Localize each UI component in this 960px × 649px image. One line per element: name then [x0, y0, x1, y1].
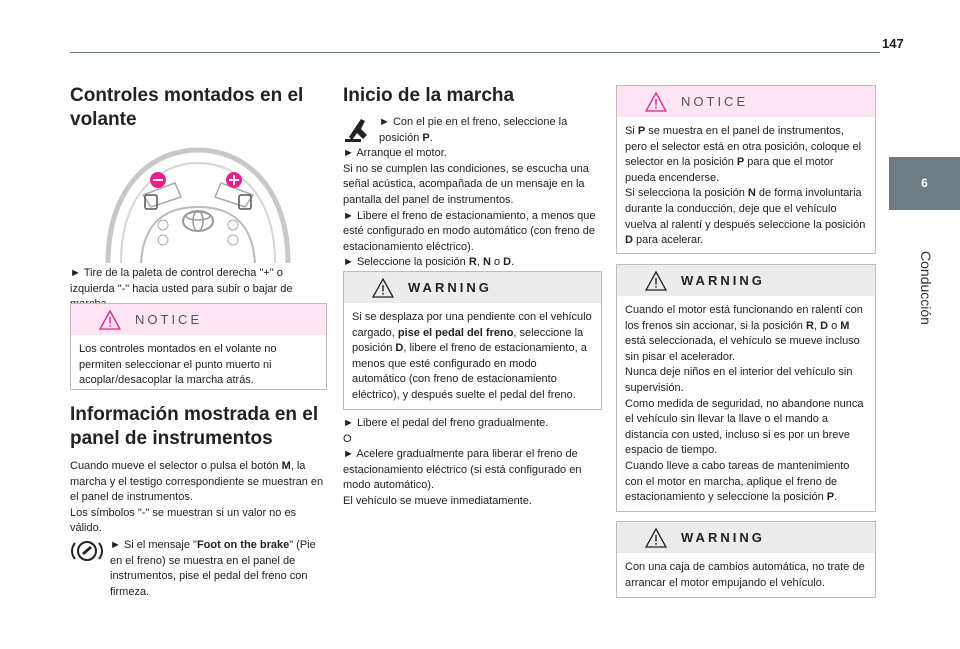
- steering-wheel-illustration: [103, 145, 293, 263]
- notice-box-selector: [616, 85, 876, 254]
- paddle-instruction: ► Tire de la paleta de control derecha "+" o izquierda "-" hacia usted para subir o bajar de: [70, 267, 293, 295]
- start-step-5: ► Seleccione la posición R, N o D.: [343, 256, 515, 269]
- start-step-6: ► Libere el pedal del freno gradualmente.: [343, 417, 549, 429]
- section-heading-start: Inicio de la marcha: [343, 85, 515, 106]
- warning-triangle-icon: [645, 271, 667, 291]
- warning-idle-text-2: Nunca deje niños en el interior del vehículo sin supervisión.: [625, 366, 853, 394]
- warning-box-idle: [616, 264, 876, 512]
- notice-title: NOTICE: [681, 94, 749, 109]
- start-step-4: ► Libere el freno de estacionamiento, a menos que esté configurado en modo automático (con freno de estacionamiento eléctrico).: [343, 209, 596, 253]
- warning-title: WARNING: [681, 530, 765, 545]
- warning-idle-text-4: Cuando lleve a cabo tareas de mantenimiento con el motor en marcha, aplique el freno de estacionamiento y seleccione la posición P.: [625, 459, 850, 504]
- or-separator: O: [343, 432, 352, 445]
- notice-selector-text-1: Si P se muestra en el panel de instrumentos, pero el selector está en otra posición, coloque el selector en la posición P para que el motor pueda encenderse.: [625, 125, 862, 184]
- warning-idle-text-1: Cuando el motor está funcionando en ralentí con los frenos sin accionar, si la posición R, D o M está seleccionada, el vehículo se mueve incluso sin pisar el acelerador.: [625, 304, 863, 363]
- foot-pedal-icon: [343, 115, 373, 143]
- start-step-3: Si no se cumplen las condiciones, se escucha una señal acústica, acompañada de un mensaje en la pantalla del panel de instrumentos.: [343, 162, 589, 206]
- display-paragraph: Cuando mueve el selector o pulsa el botón M, la marcha y el testigo correspondiente se muestran en el panel de instrumentos.: [70, 460, 324, 504]
- column-2: [343, 84, 600, 271]
- notice-title: NOTICE: [135, 312, 203, 327]
- header-rule: [70, 52, 880, 53]
- warning-triangle-icon: [372, 278, 394, 298]
- warning-triangle-icon: [99, 310, 121, 330]
- column-1: [70, 84, 326, 132]
- warning-box-push-start: [616, 521, 876, 598]
- start-step-2: ► Arranque el motor.: [343, 147, 447, 160]
- warning-triangle-icon: [645, 92, 667, 112]
- warning-text: Si se desplaza por una pendiente con el vehículo cargado, pise el pedal del freno, seleccione la posición D, libere el freno de estacionamiento, a menos que esté configurado en modo automático (con freno de estacionamiento eléctrico), y después suelte el pedal del freno.: [352, 311, 592, 401]
- start-step-7: ► Acelere gradualmente para liberar el freno de estacionamiento eléctrico (si está configurado en modo automático).: [343, 448, 582, 492]
- section-tab[interactable]: 6: [889, 157, 960, 210]
- warning-title: WARNING: [408, 280, 492, 295]
- foot-on-brake-text: ► Si el mensaje "Foot on the brake" (Pie en el freno) se muestra en el panel de instrumentos, pise el pedal del freno con firmeza.: [110, 538, 316, 598]
- section-heading-display: Información mostrada en el panel de instrumentos: [70, 404, 319, 449]
- page-number: 147: [882, 36, 904, 51]
- start-step-8: El vehículo se mueve inmediatamente.: [343, 494, 532, 507]
- notice-selector-text-2: Si selecciona la posición N de forma involuntaria durante la conducción, deje que el vehículo vuelva al ralentí y después seleccione la posición D para acelerar.: [625, 187, 866, 247]
- warning-box-slope: [343, 271, 602, 410]
- section-heading-controls: Controles montados en el volante: [70, 85, 304, 130]
- warning-triangle-icon: [645, 528, 667, 548]
- warning-title: WARNING: [681, 273, 765, 288]
- section-title: Conducción: [918, 251, 934, 325]
- invalid-symbols-text: Los símbolos "-" se muestran si un valor no es válido.: [70, 506, 297, 535]
- foot-on-brake-icon: [70, 538, 104, 564]
- start-step-1: ► Con el pie en el freno, seleccione la posición P.: [379, 116, 568, 144]
- warning-idle-text-3: Como medida de seguridad, no abandone nunca el vehículo sin llevar la llave o el mando a distancia con usted, incluso si es por un breve espacio de tiempo.: [625, 397, 864, 457]
- notice-text: Los controles montados en el volante no permiten seleccionar el punto muerto ni acoplar/desacoplar la marcha atrás.: [79, 343, 277, 387]
- warning-push-start-text: Con una caja de cambios automática, no trate de arrancar el motor empujando el vehículo.: [625, 561, 865, 589]
- notice-box-paddles: [70, 303, 327, 390]
